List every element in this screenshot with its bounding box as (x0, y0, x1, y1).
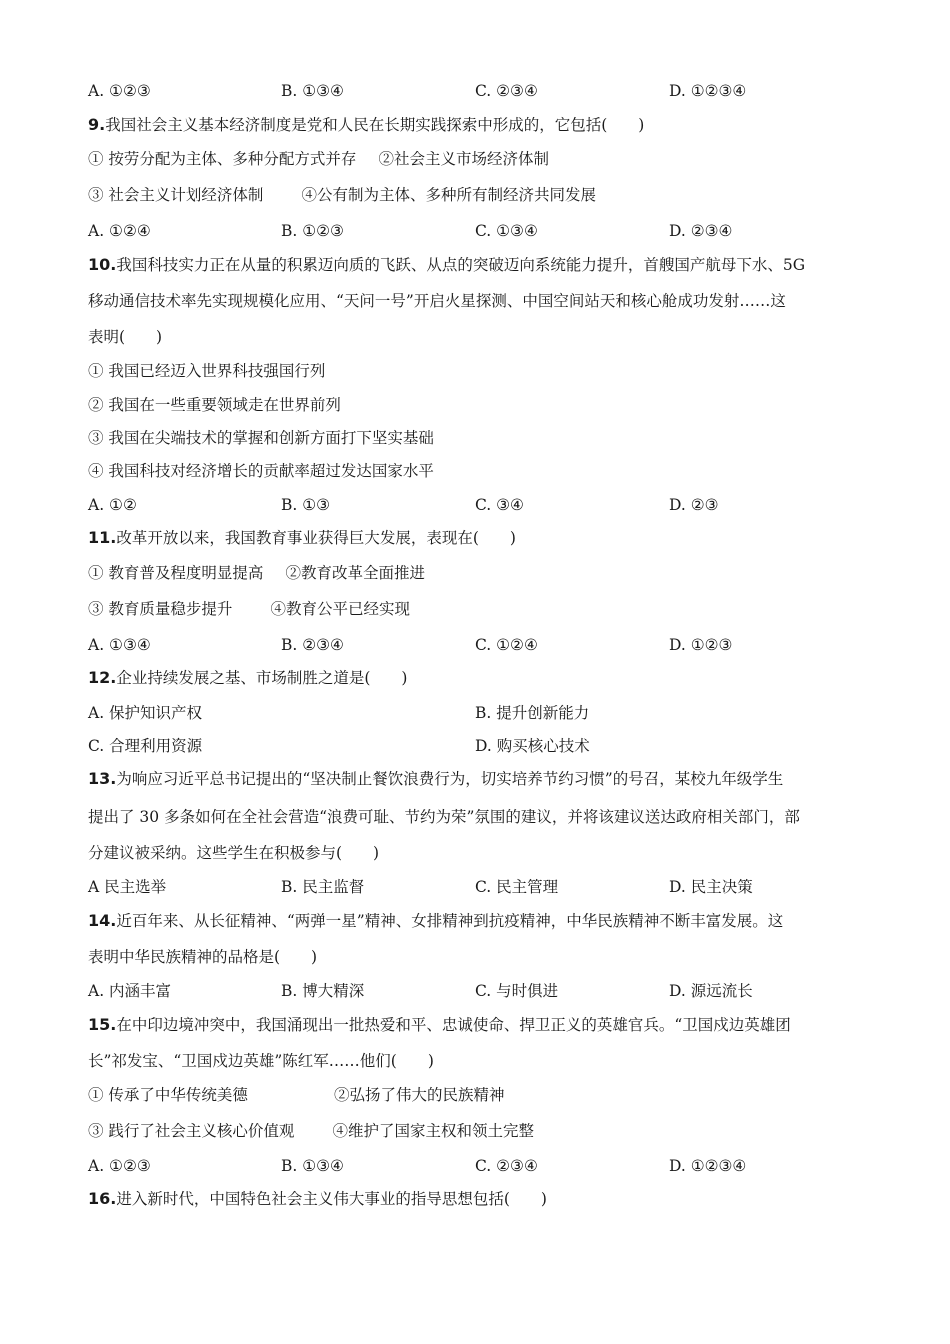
statement-2: ②弘扬了伟大的民族精神 (333, 1086, 505, 1104)
option-a[interactable]: A. 保护知识产权 (88, 704, 203, 722)
option-d[interactable]: D. ①②③④ (669, 1157, 747, 1175)
q16-stem (88, 1188, 880, 1210)
option-c[interactable]: C. 合理利用资源 (88, 737, 203, 755)
option-d[interactable]: D. 源远流长 (669, 982, 753, 1000)
option-b[interactable]: B. ①③④ (281, 82, 344, 100)
statement-1: ① 教育普及程度明显提高 (88, 564, 264, 582)
option-d[interactable]: D. 民主决策 (669, 878, 753, 896)
q12-stem (88, 667, 880, 689)
q14-stem-line1 (88, 910, 880, 932)
option-d[interactable]: D. ②③ (669, 496, 719, 514)
q11-stem (88, 527, 880, 549)
statement-4: ④维护了国家主权和领土完整 (332, 1122, 534, 1140)
option-c[interactable]: C. ①②④ (475, 636, 538, 654)
q10-statement-4: ④ 我国科技对经济增长的贡献率超过发达国家水平 (88, 462, 434, 480)
option-c[interactable]: C. ③④ (475, 496, 524, 514)
question-text: 为响应习近平总书记提出的“坚决制止餐饮浪费行为，切实培养节约习惯”的号召，某校九年级学生 (116, 770, 784, 788)
option-a[interactable]: A 民主选举 (88, 878, 167, 896)
q9-statements-row1 (88, 148, 880, 170)
option-b[interactable]: B. ①③④ (281, 1157, 344, 1175)
option-b[interactable]: B. ①②③ (281, 222, 344, 240)
question-text: 进入新时代，中国特色社会主义伟大事业的指导思想包括( ) (116, 1190, 547, 1208)
q14-stem-line2: 表明中华民族精神的品格是( ) (88, 948, 318, 966)
q10-stem-line2: 移动通信技术率先实现规模化应用、“天问一号”开启火星探测、中国空间站天和核心舱成功发射……这 (88, 292, 786, 310)
q15-stem-line1 (88, 1014, 880, 1036)
statement-1: ① 按劳分配为主体、多种分配方式并存 (88, 150, 357, 168)
question-number: 15. (88, 1015, 117, 1034)
q10-stem-line3: 表明( ) (88, 328, 163, 346)
question-number: 13. (88, 769, 117, 788)
statement-4: ④公有制为主体、多种所有制经济共同发展 (301, 186, 596, 204)
question-number: 11. (88, 528, 117, 547)
q9-statements-row2 (88, 184, 880, 206)
statement-2: ②教育改革全面推进 (285, 564, 425, 582)
q13-stem-line2: 提出了 30 多条如何在全社会营造“浪费可耻、节约为荣”氛围的建议，并将该建议送达政府相关部门，部 (88, 808, 800, 826)
statement-1: ① 传承了中华传统美德 (88, 1086, 248, 1104)
option-a[interactable]: A. ①② (88, 496, 137, 514)
option-b[interactable]: B. 提升创新能力 (475, 704, 590, 722)
option-d[interactable]: D. ①②③ (669, 636, 733, 654)
q10-statement-2: ② 我国在一些重要领域走在世界前列 (88, 396, 341, 414)
statement-3: ③ 教育质量稳步提升 (88, 600, 233, 618)
statement-4: ④教育公平已经实现 (270, 600, 410, 618)
option-d[interactable]: D. 购买核心技术 (475, 737, 590, 755)
option-c[interactable]: C. ②③④ (475, 82, 538, 100)
q15-statements-row2 (88, 1120, 880, 1142)
question-text: 企业持续发展之基、市场制胜之道是( ) (116, 669, 408, 687)
statement-2: ②社会主义市场经济体制 (378, 150, 549, 168)
option-d[interactable]: D. ②③④ (669, 222, 733, 240)
option-a[interactable]: A. ①③④ (88, 636, 151, 654)
question-text: 近百年来、从长征精神、“两弹一星”精神、女排精神到抗疫精神，中华民族精神不断丰富发展。这 (116, 912, 784, 930)
q13-stem-line1 (88, 768, 880, 790)
question-text: 改革开放以来，我国教育事业获得巨大发展，表现在( ) (116, 529, 516, 547)
question-number: 9. (88, 115, 106, 134)
question-number: 10. (88, 255, 117, 274)
q9-stem (88, 114, 880, 136)
q11-statements-row2 (88, 598, 880, 620)
option-c[interactable]: C. 民主管理 (475, 878, 559, 896)
option-b[interactable]: B. ①③ (281, 496, 331, 514)
question-text: 在中印边境冲突中，我国涌现出一批热爱和平、忠诚使命、捍卫正义的英雄官兵。“卫国戍边英雄团 (116, 1016, 791, 1034)
option-a[interactable]: A. 内涵丰富 (88, 982, 172, 1000)
q10-stem-line1 (88, 254, 880, 276)
question-number: 12. (88, 668, 117, 687)
q15-statements-row1 (88, 1084, 880, 1106)
statement-3: ③ 社会主义计划经济体制 (88, 186, 264, 204)
option-b[interactable]: B. ②③④ (281, 636, 344, 654)
option-b[interactable]: B. 民主监督 (281, 878, 365, 896)
option-c[interactable]: C. 与时俱进 (475, 982, 559, 1000)
q13-stem-line3: 分建议被采纳。这些学生在积极参与( ) (88, 844, 380, 862)
option-b[interactable]: B. 博大精深 (281, 982, 365, 1000)
statement-3: ③ 践行了社会主义核心价值观 (88, 1122, 295, 1140)
option-d[interactable]: D. ①②③④ (669, 82, 747, 100)
option-a[interactable]: A. ①②③ (88, 1157, 151, 1175)
option-c[interactable]: C. ②③④ (475, 1157, 538, 1175)
question-number: 14. (88, 911, 117, 930)
question-text: 我国科技实力正在从量的积累迈向质的飞跃、从点的突破迈向系统能力提升，首艘国产航母下水、5G (116, 256, 806, 274)
q10-statement-3: ③ 我国在尖端技术的掌握和创新方面打下坚实基础 (88, 429, 434, 447)
option-c[interactable]: C. ①③④ (475, 222, 538, 240)
q15-stem-line2: 长”祁发宝、“卫国戍边英雄”陈红军……他们( ) (88, 1052, 434, 1070)
q11-statements-row1 (88, 562, 880, 584)
q10-statement-1: ① 我国已经迈入世界科技强国行列 (88, 362, 326, 380)
option-a[interactable]: A. ①②④ (88, 222, 151, 240)
question-text: 我国社会主义基本经济制度是党和人民在长期实践探索中形成的，它包括( ) (105, 116, 645, 134)
option-a[interactable]: A. ①②③ (88, 82, 151, 100)
question-number: 16. (88, 1189, 117, 1208)
